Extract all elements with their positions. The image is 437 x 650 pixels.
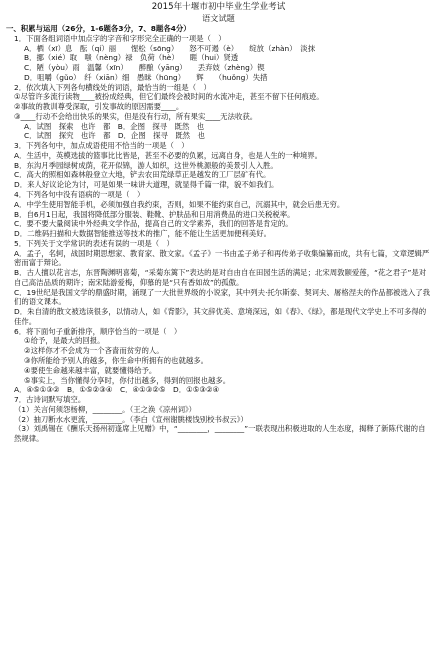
exam-line: 4．下列各句中没有语病的一项是（ ） — [14, 190, 145, 199]
exam-line: B．挪（xié）取 嗤（nèng）禄 负荷（hè） 睚（hui）贤透 — [24, 53, 239, 63]
exam-line: 6．将下面句子重新排序，顺序恰当的一项是（ ） — [14, 326, 182, 336]
exam-line: D．二维码扫描和大数据智能推送等技术的推广，能不能让生活更加便利美好。 — [14, 229, 271, 239]
exam-line: D．朱自清的散文被选读很多，以情动人，如《背影》，其文辞优美、意境深远，如《春》、《绿》，都是现代文学史上不可多得的佳作。 — [14, 307, 427, 326]
exam-line: 5．下列关于文学常识的表述有误的一项是（ ） — [14, 238, 174, 248]
exam-line: （2）抽刀断水水更流，________。（李白《宣州谢朓楼饯别校书叔云》） — [14, 414, 248, 424]
exam-line: ②这样你才不会成为一个吝啬而贫穷的人。 — [24, 346, 164, 356]
exam-line: ④要使生命越来越丰富，就要懂得给予。 — [24, 365, 157, 375]
exam-line: ②事故的教训尊受深取，引发事故的原因需要____。 — [14, 102, 184, 112]
exam-line: （1）关言何须怨杨柳，________。（王之涣《凉州词》） — [14, 404, 197, 414]
exam-line: 2．依次填入下列各句横线处的词语，最恰当的一组是（ ） — [14, 82, 211, 92]
exam-line: A．④⑤①③② B．①⑤②③④ C．④①③②⑤ D．①⑤③②④ — [14, 385, 220, 395]
exam-line: C．高大的照相如森林般登立大地，铲去农田荒绿草正是越发的工厂层矿有代。 — [14, 170, 271, 180]
exam-line: ①给予，是最大的回报。 — [24, 336, 105, 346]
exam-line: A．栖（xī）息 酝（qí）丽 惺松（sōng） 怒不可遏（è） 绽放（zhàn） 淡抹 — [24, 43, 316, 53]
exam-line: C．陋（yòu）雨 温馨（xīn） 醉酿（yāng） 丢弃妓（zhèng）锲 — [24, 63, 265, 73]
exam-line: C．试图 探究 也许 都 D．企图 探寻 既然 也 — [24, 131, 205, 141]
exam-line: A．生活中，英模选拔的篮事比比皆是，甚至不必要的负累，远离自身，也是人生的一种境界。 — [14, 150, 323, 160]
exam-line: 一、积累与运用（26分，1-6题各3分，7、8题各4分） — [6, 23, 191, 33]
exam-line: ①尽管许多流行读物____被扮成经典，但它们最终会被时间的水流冲走，甚至不留下任何痕迹。 — [14, 92, 324, 102]
exam-line: ⑤事实上，当你懂得分享时，你付出越多，得到的回报也越多。 — [24, 375, 231, 385]
exam-line: 3．下列各句中，加点成语使用不恰当的一项是（ ） — [14, 141, 189, 151]
exam-line: A．孟子，名轲，战国时期思想家、教育家、散文家。《孟子》一书由孟子弟子和再传弟子收集编纂而成，共有七篇，文章逻辑严密而富于辩论。 — [14, 248, 430, 268]
exam-line: C．要不要大量阅读中外经典文学作品，提高自己的文学素养，我们的回答是肯定的。 — [14, 219, 293, 229]
exam-line: B．古人擅以花言志，东晋陶渊明喜菊，“采菊东篱下”表达的是对自由自在田园生活的满足；北宋周敦颐爱莲，“花之君子”是对自己高洁品质的期许；南宋陆游爱梅，仰慕的是“只有香如故”的孤傲。 — [14, 268, 427, 287]
exam-subtitle: 语文试题 — [202, 12, 235, 23]
exam-line: （3）刘禹锡在《酬乐天扬州初逢席上见赠》中，“________，________”一联表现出积极进取的人生态度，揭释了新陈代谢的自然规律。 — [14, 424, 426, 444]
exam-title: 2015年十堰市初中毕业生学业考试 — [151, 2, 286, 12]
exam-line: ③你所能给予别人的越多，你生命中所拥有的也就越多。 — [24, 356, 209, 366]
exam-line: B．自6月1日起，我国将降低部分服装、鞋靴、护肤品和日用消费品的进口关税税率。 — [14, 209, 295, 219]
exam-line: D．来人好议论论为讨，可是如果一味讲大道理，就显得千篇一律，貌不如我们。 — [14, 180, 279, 190]
exam-body — [6, 24, 431, 444]
exam-line: A．试图 探索 也许 都 B．企图 探寻 既然 也 — [24, 121, 205, 131]
exam-line: D．咀嚼（gǔo） 纤（xiān）细 愚昧（hūng） 辉 （huǒng）失措 — [24, 72, 268, 82]
exam-line: 1．下面各组词语中加点字的字音和字形完全正确的一项是（ ） — [14, 33, 226, 43]
exam-line: A．中学生使用智能手机，必须加强自我约束，否则，如果不能约束自己，沉溺其中，就会后患无穷。 — [14, 199, 345, 209]
exam-line: 7．古诗词默写填空。 — [14, 395, 86, 405]
exam-line: C．19世纪是我国文学的鼎盛时期，涌现了一大批世界级的小说家，其中列夫·托尔斯泰、契诃夫、屠格涅夫的作品都被选入了我们的语文课本。 — [14, 287, 431, 307]
exam-line: B．东沟月季园绿树成荫，花开似锦，游人如织，这世外桃源般的美景引人入胜。 — [14, 160, 278, 170]
exam-line: ③____行动不会给出快乐的果实，但是没有行动，所有果实____无法收获。 — [14, 111, 258, 121]
